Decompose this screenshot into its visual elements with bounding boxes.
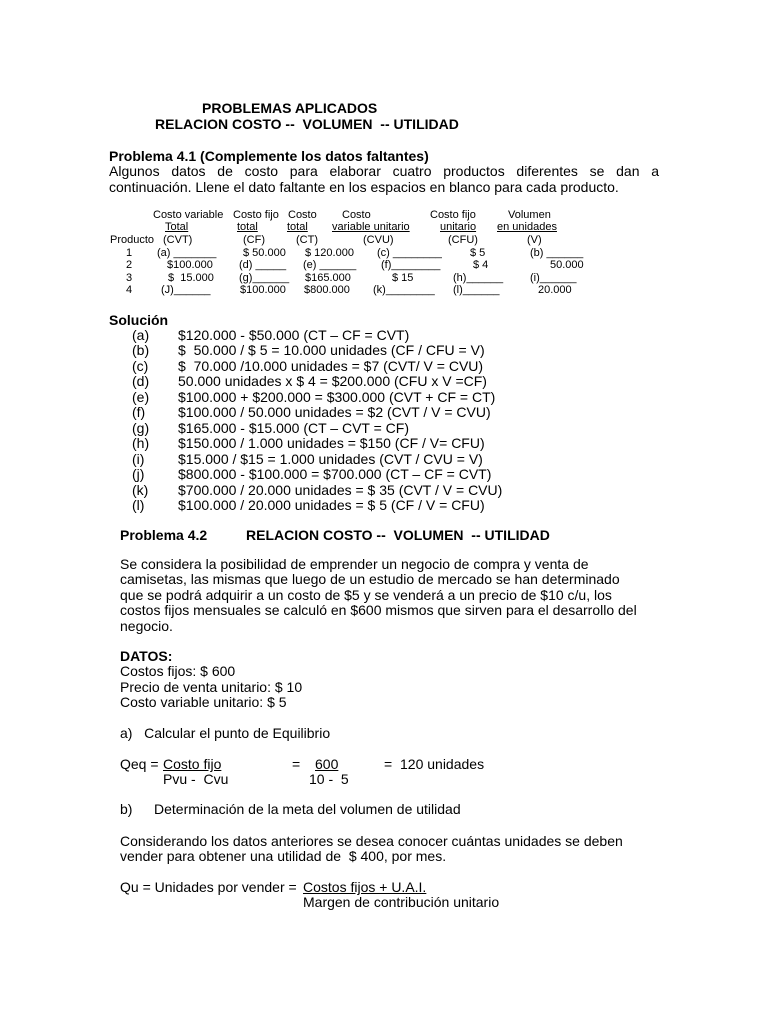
solution-label: (b) [132, 342, 150, 358]
table-header-cell: (CF) [243, 234, 265, 246]
page-title: PROBLEMAS APLICADOS [202, 100, 378, 116]
page-subtitle: RELACION COSTO -- VOLUMEN -- UTILIDAD [155, 116, 459, 132]
table-cell: $ 4 [473, 259, 489, 271]
table-cell: $ 120.000 [305, 247, 354, 259]
solution-text: $ 70.000 /10.000 unidades = $7 (CVT/ V = CVU) [178, 358, 484, 374]
table-cell: (e) ______ [303, 259, 357, 271]
solution-label: (f) [132, 404, 146, 420]
solution-text: $15.000 / $15 = 1.000 unidades (CVT / CVU = V) [178, 451, 483, 467]
problem-42-paragraph-line: Se considera la posibilidad de emprender un negocio de compra y venta de [120, 556, 589, 572]
problem-41-intro-line2: continuación. Llene el dato faltante en los espacios en blanco para cada producto. [109, 179, 619, 195]
solution-text: $800.000 - $100.000 = $700.000 (CT – CF = CVT) [178, 466, 492, 482]
formula-numerator-label: Costo fijo [163, 756, 222, 772]
table-header-cell: (CVU) [363, 234, 394, 246]
solution-label: (k) [132, 482, 149, 498]
table-header-cell: Costo fijo [430, 209, 476, 221]
solution-heading: Solución [109, 312, 169, 328]
solution-text: $100.000 + $200.000 = $300.000 (CVT + CF = CT) [178, 389, 496, 405]
table-cell: (h)______ [453, 272, 504, 284]
solution-label: (d) [132, 373, 150, 389]
problem-42-paragraph-line: negocio. [120, 618, 173, 634]
table-header-cell: total [287, 221, 308, 233]
problem-42-paragraph-line: costos fijos mensuales se calculó en $600 mismos que sirven para el desarrollo del [120, 602, 637, 618]
table-cell: (i)______ [530, 272, 577, 284]
table-header-cell: total [237, 221, 258, 233]
solution-label: (l) [132, 497, 145, 513]
table-header-cell: Costo [288, 209, 317, 221]
problem-42-heading: Problema 4.2 [120, 527, 208, 543]
table-cell: 1 [126, 247, 133, 259]
table-cell: $100.000 [240, 284, 286, 296]
solution-text: $ 50.000 / $ 5 = 10.000 unidades (CF / CFU = V) [178, 342, 485, 358]
solution-label: (e) [132, 389, 150, 405]
table-cell: $ 50.000 [243, 247, 286, 259]
solution-label: (g) [132, 420, 150, 436]
table-header-cell: Costo [342, 209, 371, 221]
table-header-cell: (V) [527, 234, 542, 246]
formula-equals: = [292, 756, 301, 772]
solution-text: $120.000 - $50.000 (CT – CF = CVT) [178, 327, 410, 343]
part-a-label: a) Calcular el punto de Equilibrio [120, 725, 331, 741]
table-cell: (c) ________ [377, 247, 442, 259]
formula-denominator: Margen de contribución unitario [303, 894, 500, 910]
table-cell: $100.000 [167, 259, 213, 271]
problem-41-heading: Problema 4.1 (Complemente los datos faltantes) [109, 148, 429, 164]
solution-label: (h) [132, 435, 150, 451]
problem-42-paragraph-line: que se podrá adquirir a un costo de $5 y se venderá a un precio de $10 c/u, los [120, 587, 612, 603]
formula-denominator-label: Pvu - Cvu [163, 771, 229, 787]
table-cell: (b) ______ [530, 247, 584, 259]
formula-numerator-value: 600 [315, 756, 339, 772]
table-cell: 2 [126, 259, 133, 271]
formula-lhs: Qu = Unidades por vender = [120, 879, 301, 895]
datos-item: Precio de venta unitario: $ 10 [120, 679, 303, 695]
solution-label: (i) [132, 451, 145, 467]
datos-heading: DATOS: [120, 648, 173, 664]
formula-result: 120 unidades [400, 756, 485, 772]
table-cell: 3 [126, 272, 133, 284]
table-cell: (f)________ [381, 259, 441, 271]
table-cell: (l)______ [453, 284, 500, 296]
solution-label: (c) [132, 358, 149, 374]
table-header-cell: Volumen [508, 209, 551, 221]
table-cell: (a) _______ [157, 247, 217, 259]
table-cell: 4 [126, 284, 133, 296]
table-header-cell: variable unitario [332, 221, 410, 233]
table-cell: 20.000 [538, 284, 572, 296]
table-cell: (J)______ [161, 284, 211, 296]
problem-42-paragraph-line: camisetas, las mismas que luego de un estudio de mercado se han determinado [120, 571, 620, 587]
part-b-text: Determinación de la meta del volumen de utilidad [154, 801, 461, 817]
solution-text: $100.000 / 20.000 unidades = $ 5 (CF / V = CFU) [178, 497, 485, 513]
problem-42-subheading: RELACION COSTO -- VOLUMEN -- UTILIDAD [246, 527, 550, 543]
table-cell: (k)________ [373, 284, 435, 296]
formula-denominator-value: 10 - 5 [309, 771, 349, 787]
table-cell: (d) _____ [239, 259, 287, 271]
table-cell: $ 15 [392, 272, 414, 284]
solution-text: $100.000 / 50.000 unidades = $2 (CVT / V = CVU) [178, 404, 491, 420]
table-header-cell: Total [165, 221, 189, 233]
formula-lhs: Qeq = [120, 756, 163, 772]
table-header-cell: Producto [110, 234, 155, 246]
solution-label: (j) [132, 466, 145, 482]
table-header-cell: (CT) [296, 234, 318, 246]
table-header-cell: unitario [440, 221, 477, 233]
table-header-cell: (CFU) [448, 234, 478, 246]
table-cell: $ 5 [470, 247, 486, 259]
table-cell: 50.000 [550, 259, 584, 271]
table-cell: (g)______ [239, 272, 290, 284]
table-header-cell: Costo fijo [233, 209, 279, 221]
considering-line: Considerando los datos anteriores se desea conocer cuántas unidades se deben [120, 833, 623, 849]
table-header-cell: (CVT) [163, 234, 193, 246]
datos-item: Costos fijos: $ 600 [120, 663, 236, 679]
table-header-cell: Costo variable [153, 209, 224, 221]
solution-text: $700.000 / 20.000 unidades = $ 35 (CVT / V = CVU) [178, 482, 503, 498]
solution-text: $165.000 - $15.000 (CT – CVT = CF) [178, 420, 409, 436]
formula-numerator: Costos fijos + U.A.I. [303, 879, 427, 895]
datos-item: Costo variable unitario: $ 5 [120, 694, 287, 710]
table-header-cell: en unidades [497, 221, 557, 233]
problem-41-intro-line1: Algunos datos de costo para elaborar cuatro productos diferentes se dan a [109, 163, 659, 179]
part-b-label: b) [120, 801, 133, 817]
considering-line: vender para obtener una utilidad de $ 400, por mes. [120, 848, 447, 864]
solution-text: $150.000 / 1.000 unidades = $150 (CF / V= CFU) [178, 435, 485, 451]
solution-label: (a) [132, 327, 150, 343]
solution-text: 50.000 unidades x $ 4 = $200.000 (CFU x V =CF) [178, 373, 487, 389]
table-cell: $800.000 [304, 284, 350, 296]
table-cell: $165.000 [305, 272, 351, 284]
formula-equals: = [384, 756, 393, 772]
table-cell: $ 15.000 [168, 272, 214, 284]
